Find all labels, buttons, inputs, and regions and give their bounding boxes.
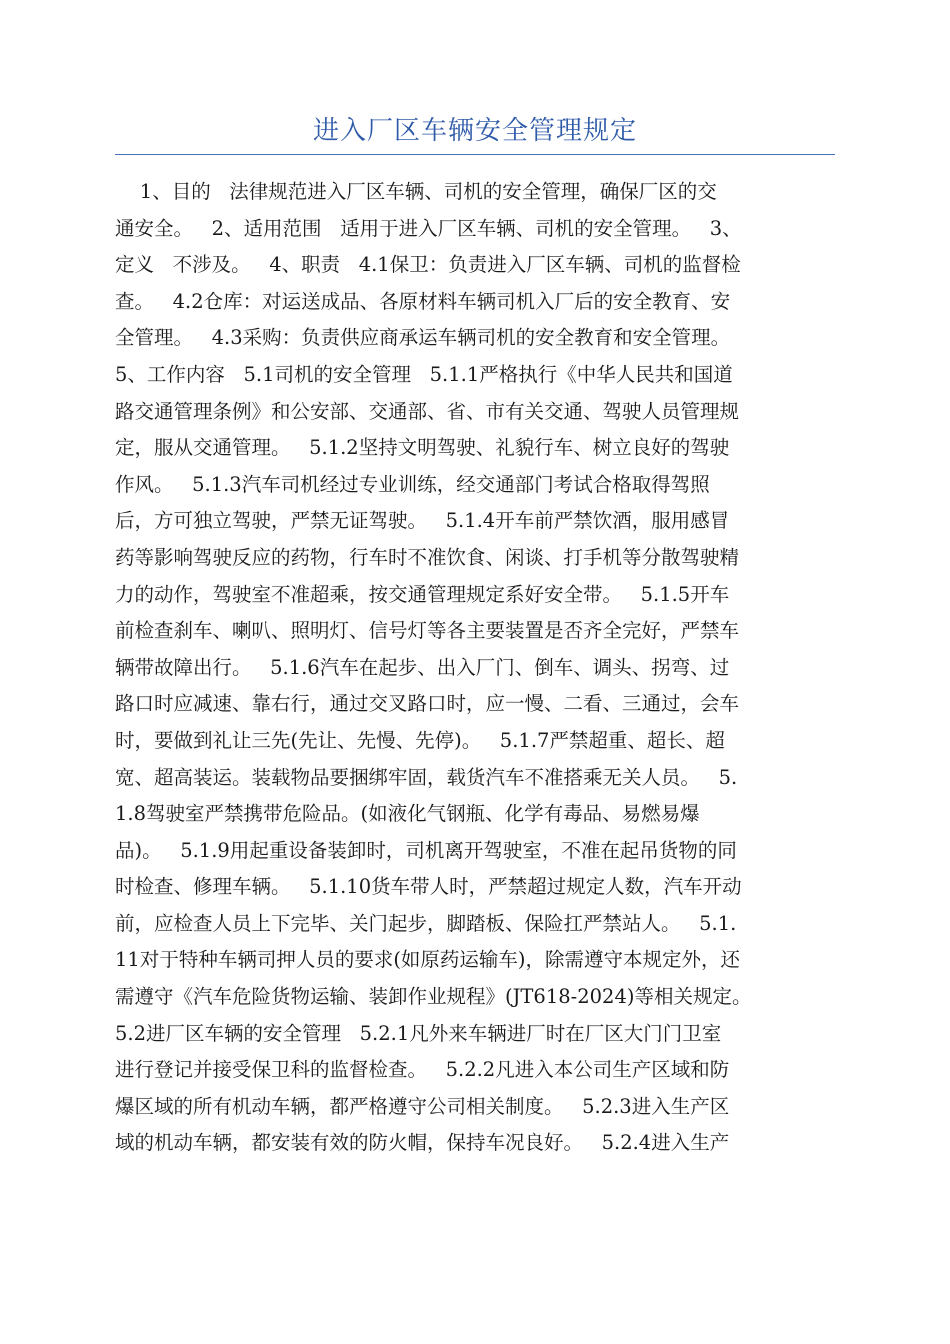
body-text-line: 前检查刹车、喇叭、照明灯、信号灯等各主要装置是否齐全完好，严禁车 xyxy=(115,619,740,643)
body-text-line: 力的动作，驾驶室不准超乘，按交通管理规定系好安全带。 5.1.5开车 xyxy=(115,582,730,606)
body-text-line: 后，方可独立驾驶，严禁无证驾驶。 5.1.4开车前严禁饮酒，服用感冒 xyxy=(115,509,730,533)
title-underline xyxy=(115,154,835,155)
body-text-line: 爆区域的所有机动车辆，都严格遵守公司相关制度。 5.2.3进入生产区 xyxy=(115,1094,730,1118)
body-text-line: 路口时应减速、靠右行，通过交叉路口时，应一慢、二看、三通过，会车 xyxy=(115,692,740,716)
body-text-line: 1.8驾驶室严禁携带危险品。(如液化气钢瓶、化学有毒品、易燃易爆 xyxy=(115,802,700,826)
body-text-line: 时检查、修理车辆。 5.1.10货车带人时，严禁超过规定人数，汽车开动 xyxy=(115,875,742,899)
document-title: 进入厂区车辆安全管理规定 xyxy=(312,116,637,146)
body-text-line: 进行登记并接受保卫科的监督检查。 5.2.2凡进入本公司生产区域和防 xyxy=(115,1058,730,1082)
body-text-line: 11对于特种车辆司押人员的要求(如原药运输车)，除需遵守本规定外，还 xyxy=(115,948,741,972)
body-text-line: 需遵守《汽车危险货物运输、装卸作业规程》(JT618-2024)等相关规定。 xyxy=(115,985,752,1009)
body-text-line: 5.2进厂区车辆的安全管理 5.2.1凡外来车辆进厂时在厂区大门门卫室 xyxy=(115,1021,722,1045)
body-text-line: 通安全。 2、适用范围 适用于进入厂区车辆、司机的安全管理。 3、 xyxy=(115,216,742,240)
body-text-line: 路交通管理条例》和公安部、交通部、省、市有关交通、驾驶人员管理规 xyxy=(115,399,740,423)
document-body xyxy=(115,174,840,1162)
body-text-line: 时，要做到礼让三先(先让、先慢、先停)。 5.1.7严禁超重、超长、超 xyxy=(115,728,725,752)
body-text-line: 全管理。 4.3采购：负责供应商承运车辆司机的安全教育和安全管理。 xyxy=(115,326,731,350)
body-text-line: 前，应检查人员上下完毕、关门起步，脚踏板、保险扛严禁站人。 5.1. xyxy=(115,911,737,935)
body-text-line: 品)。 5.1.9用起重设备装卸时，司机离开驾驶室，不准在起吊货物的同 xyxy=(115,838,737,862)
body-text-line: 定义 不涉及。 4、职责 4.1保卫：负责进入厂区车辆、司机的监督检 xyxy=(115,253,741,277)
body-text-line: 药等影响驾驶反应的药物，行车时不准饮食、闲谈、打手机等分散驾驶精 xyxy=(115,545,740,569)
body-text-line: 定，服从交通管理。 5.1.2坚持文明驾驶、礼貌行车、树立良好的驾驶 xyxy=(115,436,730,460)
body-text-line: 辆带故障出行。 5.1.6汽车在起步、出入厂门、倒车、调头、拐弯、过 xyxy=(115,655,730,679)
body-text-line: 查。 4.2仓库：对运送成品、各原材料车辆司机入厂后的安全教育、安 xyxy=(115,289,731,313)
body-text-line: 1、目的 法律规范进入厂区车辆、司机的安全管理，确保厂区的交 xyxy=(115,180,717,203)
body-text-line: 作风。 5.1.3汽车司机经过专业训练，经交通部门考试合格取得驾照 xyxy=(115,472,710,496)
body-text-line: 域的机动车辆，都安装有效的防火帽，保持车况良好。 5.2.4进入生产 xyxy=(115,1131,730,1155)
body-text-line: 宽、超高装运。装载物品要捆绑牢固，载货汽车不准搭乘无关人员。 5. xyxy=(115,765,738,789)
body-text-line: 5、工作内容 5.1司机的安全管理 5.1.1严格执行《中华人民共和国道 xyxy=(115,362,733,386)
